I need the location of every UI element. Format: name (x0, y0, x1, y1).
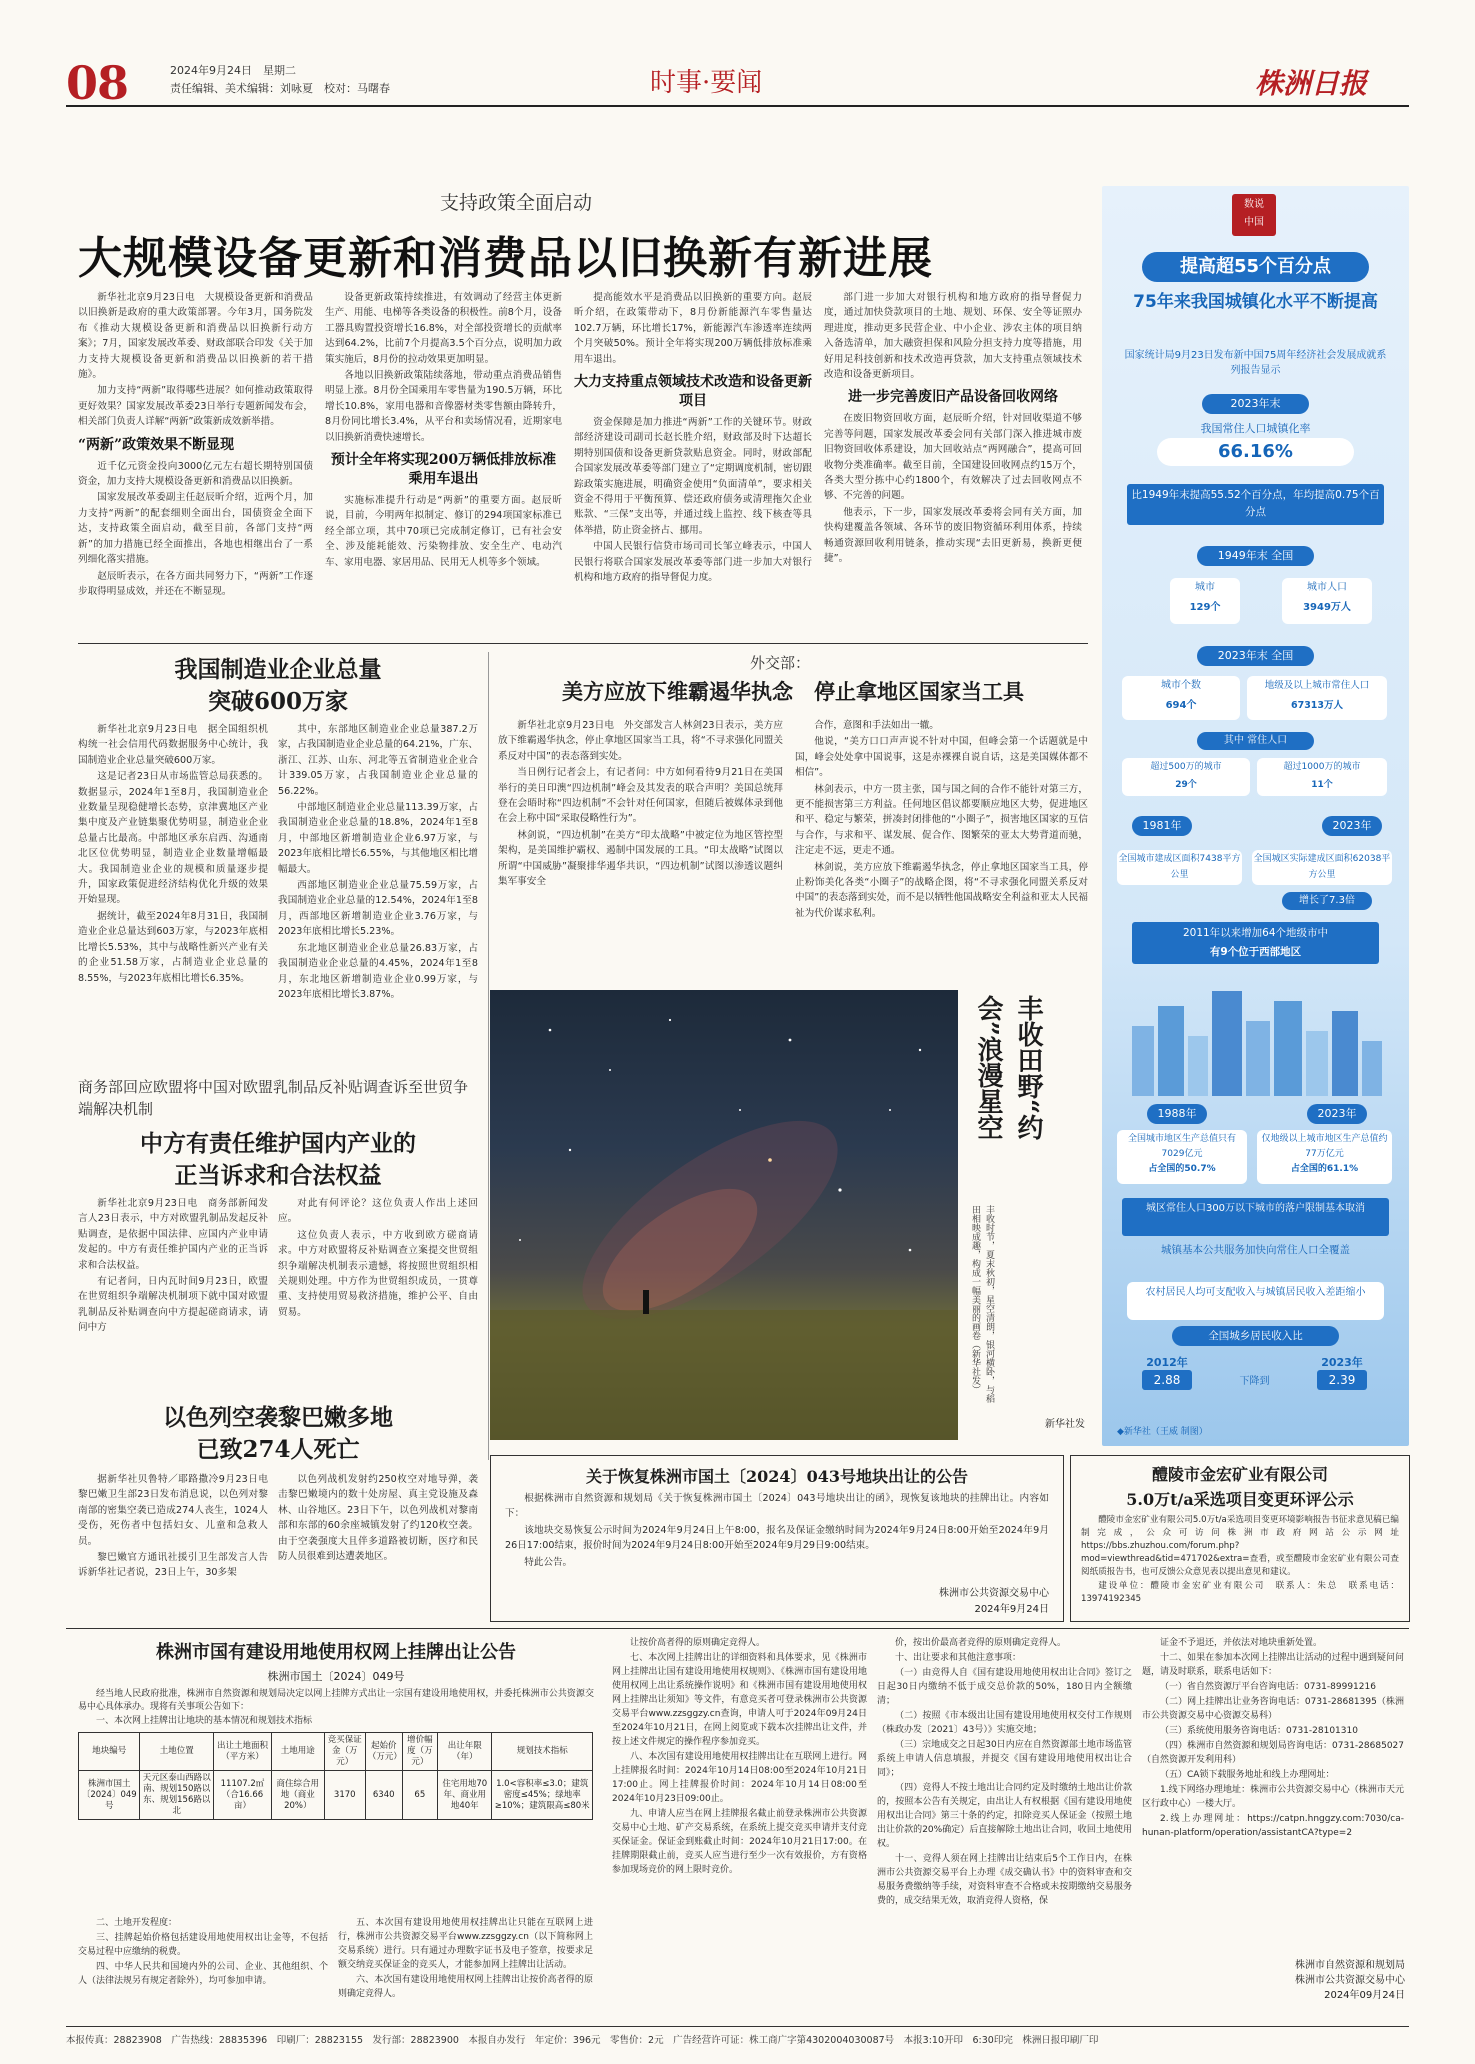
photo-illustration (490, 990, 958, 1440)
art2-headline: 我国制造业企业总量 突破600万家 (174, 656, 382, 715)
lead-col-2: 设备更新政策持续推进，有效调动了经营主体更新生产、用能、电梯等各类设备的积极性。前8个月，设备工器具购置投资增长16.8%，对全部投资增长的贡献率达到64.2%，比前7个月提高3.5个百分点，说明加力政策实施后，8月份的拉动效果更加明显。 各地以旧换新政策陆续落地，带动重点消费品销售明显上涨。8月份全国乘用车零售量为190.5万辆，环比增长10.8%，家用电器和音像器材类零售额由降转升，8月份同比增长3.4%，从平台和卖场情况看，近期家电以旧换新消费快速增长。 预计全年将实现200万辆低排放标准乘用车退出 实施标准提升行动是“两新”的重要方面。赵辰昕说，目前，今明两年拟制定、修订的294项国家标准已经全部立项，其中70项已完成制定修订，已有社会安全、涉及能耗能效、污染物排放、安全生产、电动汽车、家用电器、家居用品、民用无人机等多个领域。 (325, 292, 562, 568)
art5-col-b: 以色列战机发射约250枚空对地导弹，袭击黎巴嫩境内的数十处房屋、真主党设施及森林、山谷地区。23日下午，以色列战机对黎南部和东部的60余座城镇发射了约120枚空袭。由于空袭强度大且伴多道路被切断，医疗和民防人员很难到达遭袭地区。 (278, 1474, 478, 1563)
gdp-2023: 仅地级以上城市地区生产总值约77万亿元 占全国的61.1% (1257, 1130, 1392, 1184)
rate-comparison: 比1949年末提高55.52个百分点，年均提高0.75个百分点 (1127, 484, 1384, 525)
art3-kicker: 外交部： (750, 654, 811, 672)
infographic-tag: 数说 中国 (1232, 194, 1276, 236)
ratio-2023: 2.39 (1317, 1370, 1367, 1390)
public-service-note: 城镇基本公共服务加快向常住人口全覆盖 (1161, 1244, 1350, 1256)
art3-col-b: 合作，意图和手法如出一辙。 他说，“美方口口声声说不针对中国，但峰会第一个话题就是中国，峰会处处拿中国说事，这是赤裸裸自说自话，这是美国媒体都不相信”。 林剑表示，中方一贯主张，国与国之间的合作不能针对第三方，更不能损害第三方利益。任何地区倡议都要顺应地区大势，促进地区和平、稳定与繁荣，拼凑封闭排他的“小圈子”，损害地区国家的互信与合作，与求和平、谋发展、促合作、图繁荣的亚太大势背道而驰，注定走不远，更走不通。 林剑说，美方应放下维霸遏华执念，停止拿地区国家当工具，停止粉饰美化各类“小圈子”的战略企图，将“不寻求强化同盟关系反对中国”的表态落到实处，而不是以牺牲他国战略安全利益和亚太人民福祉为代价谋求私利。 (795, 720, 1088, 919)
lead-col-1: 新华社北京9月23日电 大规模设备更新和消费品以旧换新是政府的重大政策部署。今年3月，国务院发布《推动大规模设备更新和消费品以旧换新行动方案》；7月，国家发展改革委、财政部联合印发《关于加力支持大规模设备更新和消费品以旧换新的若干措施》。 加力支持“两新”取得哪些进展？如何推动政策取得更好效果？国家发展改革委23日举行专题新闻发布会，相关部门负责人详解“两新”政策新成效新举措。 “两新”政策效果不断显现 近千亿元资金投向3000亿元左右超长期特别国债资金，加力支持大规模设备更新和消费品以旧换新。 国家发展改革委副主任赵辰昕介绍，近两个月，加力支持“两新”的配套细则全面出台，国债资金全面下达，支持政策全面启动，截至目前，各部门支持“两新”的加力措施已经全面推出，各地也相继出台了一系列细化落实措施。 赵辰昕表示，在各方面共同努力下，“两新”工作逐步取得明显成效，并还在不断显现。 (78, 292, 313, 597)
year-1981-label: 1981年 (1132, 816, 1192, 836)
divider (488, 652, 489, 1460)
table-row: 株洲市国土〔2024〕049号 天元区泰山西路以南、规划150路以东、规划156路以北 11107.2㎡（合16.66亩） 商住综合用地（商业20%） 3170 6340 65 住宅用地70年、商业用地40年 1.0<容积率≤3.0；建筑密度≤45%；绿地率≥10%；建筑限高≤80米 (79, 1771, 593, 1820)
photo-title: 丰收田野“约会”浪漫星空 (973, 995, 1043, 1140)
lead-headline: 大规模设备更新和消费品以旧换新有新进展 (78, 233, 933, 284)
area-2023: 全国城区实际建成区面积62038平方公里 (1252, 850, 1392, 885)
notice-land-col-d: 价，按出价最高者竞得的原则确定竞得人。 十、出让要求和其他注意事项： （一）由竞得人自《国有建设用地使用权出让合同》签订之日起30日内缴纳不低于成交总价款的50%，180日内全额缴清； （二）按照《市本级出让国有建设用地使用权交付工作规则（株政办发〔2021〕43号）》实施交地； （三）宗地成交之日起30日内应在自然资源部土地市场监管系统上申请人信息填报，并提交《国有建设用地使用权出让合同》； （四）竞得人不按土地出让合同约定及时缴纳土地出让价款的，按照本公告有关规定，由出让人有权根据《国有建设用地使用权出让合同》第三十条的约定，扣除竞买人保证金（按照土地出让价款的20%确定）后直接解除土地出让合同，收回土地使用权。 十一、竞得人须在网上挂牌出让结束后5个工作日内，在株洲市公共资源交易平台上办理《成交确认书》中的资料审查和交易服务费缴纳等手续，对资料审查不合格或未按期缴纳交易服务费的，成交结果无效，取消竞得人资格，保 (877, 1638, 1132, 1906)
year-2012-label: 2012年 (1146, 1356, 1188, 1369)
urbanization-rate: 66.16% (1157, 438, 1354, 466)
notice-land-signature: 株洲市自然资源和规划局 株洲市公共资源交易中心 2024年09月24日 (1295, 1960, 1405, 2001)
urbanization-infographic (1102, 186, 1409, 1446)
art4-kicker: 商务部回应欧盟将中国对欧盟乳制品反补贴调查诉至世贸争端解决机制 (78, 1078, 469, 1118)
cities-2023: 城市个数 694个 (1122, 676, 1240, 720)
divider (78, 643, 1088, 644)
notice-land-col-e: 证金不予退还，并依法对地块重新处置。 十二、如果在参加本次网上挂牌出让活动的过程中遇到疑问问题，请及时联系，联系电话如下： （一）省自然资源厅平台咨询电话：0731-89991216 （二）网上挂牌出让业务咨询电话：0731-28681395（株洲市公共资源交易中心资源交易科） （三）系统使用服务咨询电话：0731-28101310 （四）株洲市自然资源和规划局咨询电话：0731-28685027（自然资源开发利用科） （五）CA锁下载服务地址和线上办理网址： 1.线下网络办理地址：株洲市公共资源交易中心（株洲市天元区行政中心）一楼大厅。 2.线上办理网址：https://catpn.hnggzy.com:7030/ca-hunan-platform/operation/assistantCA?type=2 (1142, 1638, 1404, 1838)
year-2023-national: 2023年末 全国 (1197, 646, 1314, 666)
footer-info: 本报传真：28823908 广告热线：28835396 印刷厂：28823155 发行部：28823900 本报自办发行 年定价：396元 零售价：2元 广告经营许可证：株工商广字第4302004030087号 本报3:10开印 6:30印完 株洲日报印刷厂印 (66, 2035, 1099, 2046)
art3-col-a: 新华社北京9月23日电 外交部发言人林剑23日表示，美方应放下维霸遏华执念，停止拿地区国家当工具，将“不寻求强化同盟关系反对中国”的表态落到实处。 当日例行记者会上，有记者问：中方如何看待9月21日在美国举行的美日印澳“四边机制”峰会及其发表的联合声明？美国总统拜登在会晤时称“四边机制”不会针对任何国家，但随后被媒体录到他在会上称中国“采取侵略性行为”。 林剑说，“四边机制”在美方“印太战略”中被定位为地区管控型架构，是美国维护霸权、遏制中国发展的工具。“印太战略”试图以所谓“中国威胁”凝聚排华遏华共识，“四边机制”试图以渗透议题纠集军事安全 (498, 720, 783, 888)
footer-rule (66, 2026, 1409, 2027)
infographic-title: 提高超55个百分点 (1142, 252, 1369, 282)
infographic-subtitle: 75年来我国城镇化水平不断提高 (1133, 292, 1378, 312)
among-label: 其中 常住人口 (1197, 732, 1314, 750)
art2-col-a: 新华社北京9月23日电 据全国组织机构统一社会信用代码数据服务中心统计，我国制造业企业总量突破600万家。 这是记者23日从市场监管总局获悉的。数据显示，2024年1至8月，我国制造业企业数量呈现稳健增长态势，京津冀地区产业集中度及产业链集聚优势明显，制造业企业总量占比最高。中部地区承东启西、沟通南北区位优势明显，制造业企业数量增幅最大。我国制造业企业的规模和质量逐步提升，国家政策促进经济结构优化升级的效果开始显现。 据统计，截至2024年8月31日，我国制造业企业总量达到603万家，与2023年底相比增长5.53%，其中与战略性新兴产业有关的企业51.58万家，占制造业企业总量的8.55%，与2023年底相比增长6.35%。 (78, 724, 268, 984)
prefecture-cities-note: 2011年以来增加64个地级市中 有9个位于西部地区 (1132, 922, 1379, 964)
cities-over-5m: 超过500万的城市 29个 (1122, 758, 1250, 796)
lead-col-4: 部门进一步加大对银行机构和地方政府的指导督促力度，通过加快贷款项目的土地、规划、环保、安全等证照办理进度，推动更多民营企业、中小企业、涉农主体的项目纳入备选清单，加大融资担保和风险分担支持力度等措施，用好用足科技创新和技术改造再贷款，加大支持重点领域技术改造和设备更新项目。 进一步完善废旧产品设备回收网络 在废旧物资回收方面，赵辰昕介绍，针对回收渠道不够完善等问题，国家发展改革委会同有关部门深入推进城市废旧物资回收体系建设，加大回收站点“两网融合”，提高可回收物分类准确率。截至目前，全国建设回收网点约15万个，各类大型分拣中心约1800个，有效解决了过去回收网点不够、不完善的问题。 他表示，下一步，国家发展改革委将会同有关方面，加快构建覆盖各领域、各环节的废旧物资循环利用体系，持续畅通资源回收利用链条，推动实现“去旧更新易，换新更便捷”。 (824, 292, 1082, 565)
lead-kicker: 支持政策全面启动 (440, 192, 593, 214)
section-title: 时事·要闻 (650, 68, 763, 98)
gdp-1988: 全国城市地区生产总值只有7029亿元 占全国的50.7% (1117, 1130, 1247, 1184)
area-1981: 全国城市建成区面积7438平方公里 (1117, 850, 1242, 885)
photo-caption: 丰收时节，夏末秋初，星空清朗，银河横卧，与稻田相映成趣，构成一幅美丽的画卷（新华社发） (970, 1205, 994, 1403)
page-number: 08 (66, 56, 129, 110)
starry-field-photo (490, 990, 958, 1440)
urban-pop-1949: 城市人口 3949万人 (1282, 578, 1372, 624)
city-skyline-illustration (1122, 976, 1389, 1096)
notice-eia: 醴陵市金宏矿业有限公司 5.0万t/a采选项目变更环评公示 醴陵市金宏矿业有限公司5.0万t/a采选项目变更环境影响报告书征求意见稿已编制完成，公众可访问株洲市政府网站公示网址https://bbs.zhuzhou.com/forum.php?mod=viewthread&tid=471702&extra=查看，或至醴陵市金宏矿业有限公司查阅纸质报告书，也可反馈公众意见表以提出意见和建议。 建设单位：醴陵市金宏矿业有限公司 联系人：朱总 联系电话：13974192345 (1070, 1455, 1410, 1622)
art3-headline: 美方应放下维霸遏华执念 停止拿地区国家当工具 (562, 679, 1024, 704)
year-2023-label: 2023年末 (1202, 394, 1309, 414)
art5-col-a: 据新华社贝鲁特／耶路撒冷9月23日电 黎巴嫩卫生部23日发布消息说，以色列对黎南部的密集空袭已造成274人丧生，1024人受伤，死伤者中包括妇女、儿童和急救人员。 黎巴嫩官方通讯社援引卫生部发言人告诉新华社记者说，23日上午，30多架 (78, 1474, 278, 1579)
area-growth: 增长了7.3倍 (1282, 892, 1372, 910)
photo-credit: 新华社发 (1045, 1419, 1085, 1430)
urban-pop-2023: 地级及以上城市常住人口 67313万人 (1247, 676, 1387, 720)
art4-col-b: 对此有何评论？这位负责人作出上述回应。 这位负责人表示，中方收到欧方磋商请求。中方对欧盟将反补贴调查立案提交世贸组织争端解决机制表示遗憾，将按照世贸组织相关规则处理。中方作为世贸组织成员，一贯尊重、支持使用贸易救济措施，维护公平、自由贸易。 (278, 1198, 478, 1318)
rate-label: 我国常住人口城镇化率 (1200, 422, 1311, 435)
ratio-2012: 2.88 (1142, 1370, 1192, 1390)
cities-1949: 城市 129个 (1170, 578, 1240, 624)
masthead-date: 2024年9月24日 星期二 (170, 64, 296, 77)
lead-col-3: 提高能效水平是消费品以旧换新的重要方向。赵辰昕介绍，在政策带动下，8月份新能源汽车零售量达102.7万辆，环比增长17%，新能源汽车渗透率连续两个月突破50%。预计全年将实现200万辆低排放标准乘用车退出。 大力支持重点领域技术改造和设备更新项目 资金保障是加力推进“两新”工作的关键环节。财政部经济建设司副司长赵长胜介绍，财政部及时下达超长期特别国债和设备更新贷款贴息资金。同时，财政部配合国家发展改革委等部门建立了“定期调度机制，密切跟踪政策实施进展，明确资金使用“负面清单”，要求相关资金不得用于平衡预算、偿还政府债务或清理拖欠企业账款、“三保”支出等，并通过线上监控、线下核查等具体举措，防止资金挤占、挪用。 中国人民银行信贷市场司司长邹立峰表示，中国人民银行将联合国家发展改革委等部门进一步加大对银行机构和地方政府的指导督促力度。 (574, 292, 812, 584)
skyline-icon (1122, 976, 1389, 1096)
year-2023-gdp-label: 2023年 (1307, 1104, 1367, 1124)
art4-headline: 中方有责任维护国内产业的 正当诉求和合法权益 (140, 1130, 416, 1189)
infographic-source: 国家统计局9月23日发布新中国75周年经济社会发展成就系列报告显示 (1124, 350, 1387, 376)
notice-land-auction: 株洲市国有建设用地使用权网上挂牌出让公告 株洲市国土〔2024〕049号 经当地人民政府批准，株洲市自然资源和规划局决定以网上挂牌方式出让一宗国有建设用地使用权，并委托株洲市公共资源交易中心具体承办。现将有关事项公告如下： 一、本次网上挂牌出让地块的基本情况和规划技术指标 地块编号 土地位置 出让土地面积（平方米） 土地用途 竞买保证金（万元） 起始价（万元） 增价幅度（万元） 出让年限（年） 规划技术指标 株洲市国土〔2024〕049号 天元区泰山西路以南、规划150路以东、规划156路以北 11107.2㎡（合16.66亩） 商住综合用地（商业20%） 3170 6340 65 住宅用地70年、商业用地40年 1.0<容积率≤3.0；建筑密度≤45%；绿地率≥10%；建筑限高≤80米 二、土地开发程度： 三、挂牌起始价格包括建设用地使用权出让金等，不包括交易过程中应缴纳的税费。 四、中华人民共和国境内外的公司、企业、其他组织、个人（法律法规另有规定者除外），均可参加申请。 五、本次国有建设用地使用权挂牌出让只能在互联网上进行，株洲市公共资源交易平台www.zzsggzy.cn（以下简称网上交易系统）进行。只有通过办理数字证书及电子签章，按要求足额交纳竞买保证金的竞买人，才能参加网上挂牌出让活动。 六、本次国有建设用地使用权网上挂牌出让按价高者得的原则确定竞得人。 (78, 1642, 594, 1999)
decline-arrow-label: 下降到 (1239, 1376, 1270, 1387)
year-1988-label: 1988年 (1147, 1104, 1207, 1124)
art2-col-b: 其中，东部地区制造业企业总量387.2万家，占我国制造业企业总量的64.21%，广东、浙江、江苏、山东、河北等五省制造业企业合计339.05万家，占我国制造业企业总量的56.22%。 中部地区制造业企业总量113.39万家，占我国制造业企业总量的18.8%，2024年1至8月，中部地区新增制造业企业6.97万家，与2023年底相比增长6.55%，与其他地区相比增幅最大。 西部地区制造业企业总量75.59万家，占我国制造业企业总量的12.54%，2024年1至8月，西部地区新增制造业企业3.76万家，与2023年底相比增长5.23%。 东北地区制造业企业总量26.83万家，占我国制造业企业总量的4.45%，2024年1至8月，东北地区新增制造业企业0.99万家，与2023年底相比增长3.87%。 (278, 724, 478, 1000)
notice-land-resume: 关于恢复株洲市国土〔2024〕043号地块出让的公告 根据株洲市自然资源和规划局《关于恢复株洲市国土〔2024〕043号地块出让的函》，现恢复该地块的挂牌出让。内容如下： 该地块交易恢复公示时间为2024年9月24日上午8:00，报名及保证金缴纳时间为2024年9月24日8:00开始至2024年9月26日17:00结束，报价时间为2024年9月24日8:00开始至2024年9月29日9:00结束。 特此公告。 株洲市公共资源交易中心 2024年9月24日 (490, 1455, 1064, 1622)
cities-over-10m: 超过1000万的城市 11个 (1257, 758, 1387, 796)
land-table (78, 1732, 593, 1820)
year-2023-area-label: 2023年 (1322, 816, 1382, 836)
hukou-note: 城区常住人口300万以下城市的落户限制基本取消 (1122, 1198, 1389, 1236)
art4-col-a: 新华社北京9月23日电 商务部新闻发言人23日表示，中方对欧盟乳制品发起反补贴调查，是依据中国法律、应国内产业申请发起的。中方有责任维护国内产业的正当诉求和合法权益。 有记者问，日内瓦时间9月23日，欧盟在世贸组织争端解决机制项下就中国对欧盟乳制品反补贴调查向中方提起磋商请求，请问中方 (78, 1198, 268, 1334)
rural-income-note: 农村居民人均可支配收入与城镇居民收入差距缩小 (1127, 1282, 1384, 1320)
notice-land-col-c: 让按价高者得的原则确定竞得人。 七、本次网上挂牌出让的详细资料和具体要求，见《株洲市网上挂牌出让国有建设用地使用权规则》、《株洲市国有建设用地使用权网上出让系统操作说明》和《株洲市国有建设用地使用权网上挂牌出让须知》等文件，有意竞买者可登录株洲市公共资源交易平台www.zzsggzy.cn查询，申请人可于2024年09月24日至2024年10月21日，在网上阅览或下载本次挂牌出让文件，并按上述文件规定的操作程序参加竞买。 八、本次国有建设用地使用权挂牌出让在互联网上进行。网上挂牌报名时间：2024年10月14日08:00至2024年10月21日17:00止。网上挂牌报价时间：2024年10月14日08:00至2024年10月23日09:00止。 九、申请人应当在网上挂牌报名截止前登录株洲市公共资源交易中心土地、矿产交易系统，在系统上提交竞买申请并支付竞买保证金。保证金到账截止时间：2024年10月21日17:00。在挂牌期限截止前，竞买人应当进行至少一次有效报价，方有资格参加现场竞价的网上限时竞价。 (612, 1638, 867, 1875)
income-ratio-label: 全国城乡居民收入比 (1172, 1326, 1339, 1346)
masthead-editors: 责任编辑、美术编辑：刘咏夏 校对：马曙春 (170, 82, 390, 95)
newspaper-logo: 株洲日报 (1255, 67, 1368, 100)
year-2023-ratio-label: 2023年 (1321, 1356, 1363, 1369)
year-1949-label: 1949年末 全国 (1197, 546, 1314, 566)
art5-headline: 以色列空袭黎巴嫩多地 已致274人死亡 (163, 1404, 393, 1463)
masthead-rule (66, 105, 1409, 107)
table-header-row: 地块编号 土地位置 出让土地面积（平方米） 土地用途 竞买保证金（万元） 起始价（万元） 增价幅度（万元） 出让年限（年） 规划技术指标 (79, 1733, 593, 1771)
infographic-credit: ◆新华社（王威 制图） (1117, 1427, 1208, 1437)
